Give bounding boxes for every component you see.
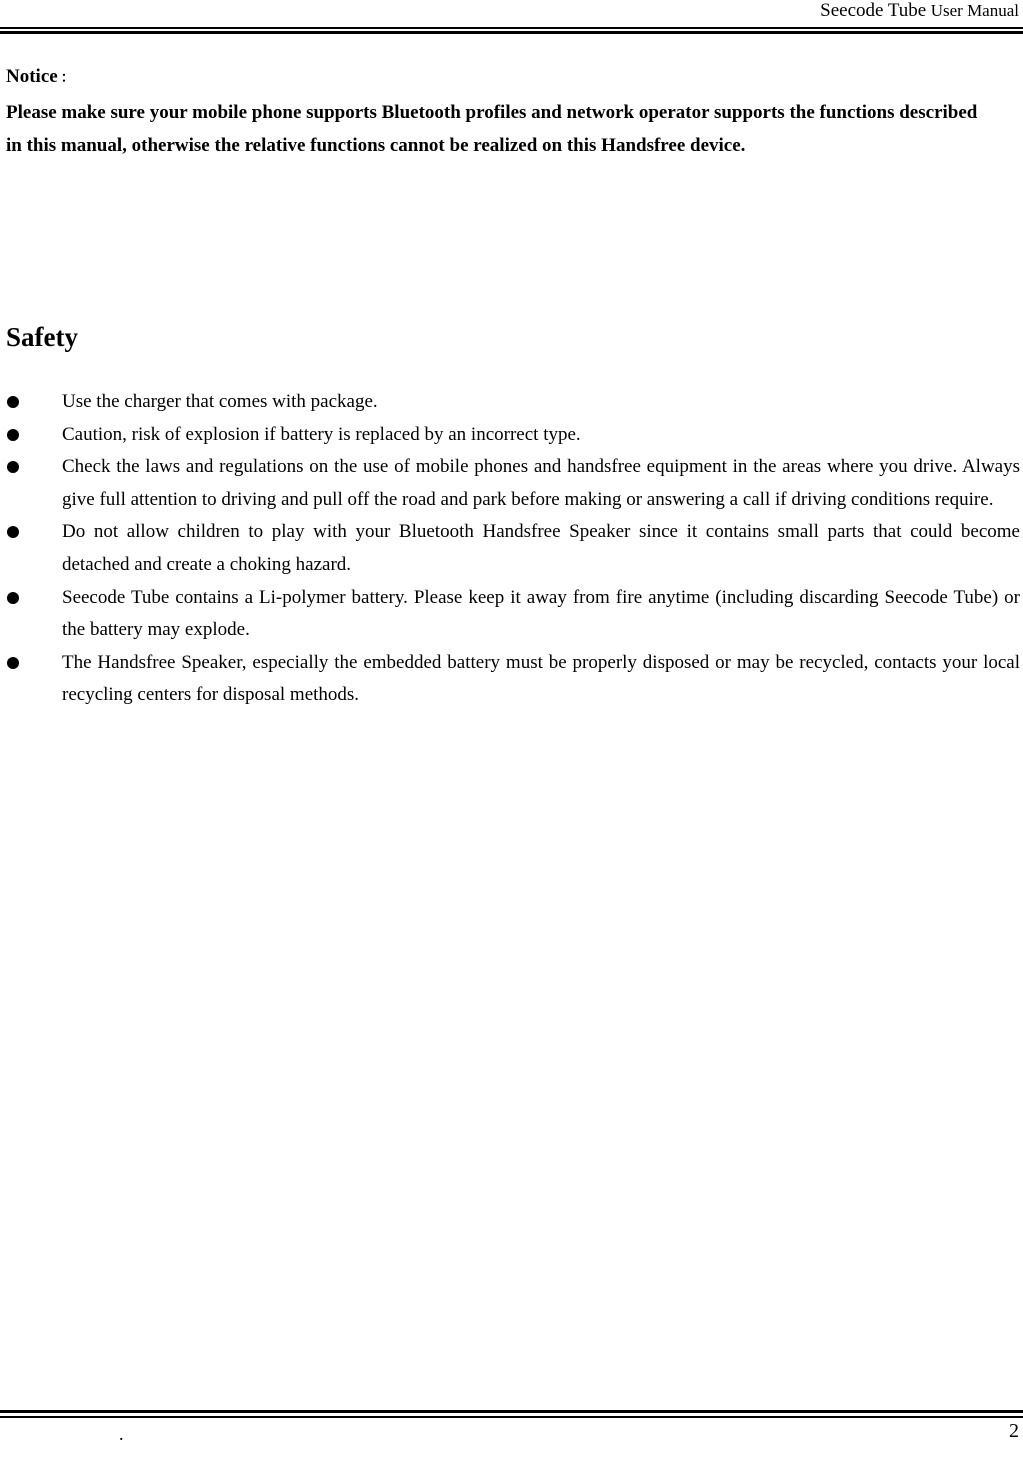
bullet-icon (7, 461, 19, 473)
bullet-icon (7, 429, 19, 441)
bullet-icon (7, 657, 19, 669)
safety-heading: Safety (6, 322, 78, 352)
safety-list-item (0, 647, 1023, 712)
safety-list-item (0, 419, 1023, 452)
header-rule-thin (0, 27, 1023, 29)
safety-item-text: Seecode Tube contains a Li-polymer battery. Please keep it away from fire anytime (including discarding Seecode Tube) or the battery may explode. (62, 586, 1020, 641)
notice-title (6, 65, 75, 91)
safety-list-item (0, 386, 1023, 419)
safety-item-text: Use the charger that comes with package. (62, 391, 378, 412)
safety-item-text: The Handsfree Speaker, especially the embedded battery must be properly disposed or may be recycled, contacts your local recycling centers for disposal methods. (62, 651, 1020, 706)
safety-list-item (0, 451, 1023, 516)
footer-rule-thin (0, 1416, 1023, 1418)
notice-title-colon: ： (60, 71, 75, 86)
bullet-icon (7, 526, 19, 538)
footer-dot: . (119, 1424, 124, 1444)
safety-item-text: Caution, risk of explosion if battery is replaced by an incorrect type. (62, 423, 581, 445)
header-rule-thick (0, 31, 1023, 34)
header-doc-type: User Manual (930, 1, 1019, 20)
header-doc-name: Seecode Tube (820, 0, 927, 21)
page-number: 2 (1009, 1420, 1019, 1442)
notice-body: Please make sure your mobile phone supports Bluetooth profiles and network operator supports the functions described in this manual, otherwise the relative functions cannot be realized on this Handsfree device. (6, 102, 978, 156)
bullet-icon (7, 592, 19, 604)
bullet-icon (7, 396, 19, 408)
footer-rule-thick (0, 1410, 1023, 1413)
safety-list-item (0, 516, 1023, 581)
safety-item-text: Do not allow children to play with your Bluetooth Handsfree Speaker since it contains small parts that could become detached and create a choking hazard. (62, 521, 1020, 575)
notice-title-text: Notice (6, 66, 58, 87)
safety-list (0, 386, 1023, 712)
safety-list-item (0, 582, 1023, 647)
running-header (820, 0, 1019, 21)
safety-item-text: Check the laws and regulations on the use of mobile phones and handsfree equipment in the areas where you drive. Always give full attention to driving and pull off the road and park before making or answering a call if driving conditions require. (62, 456, 1020, 510)
